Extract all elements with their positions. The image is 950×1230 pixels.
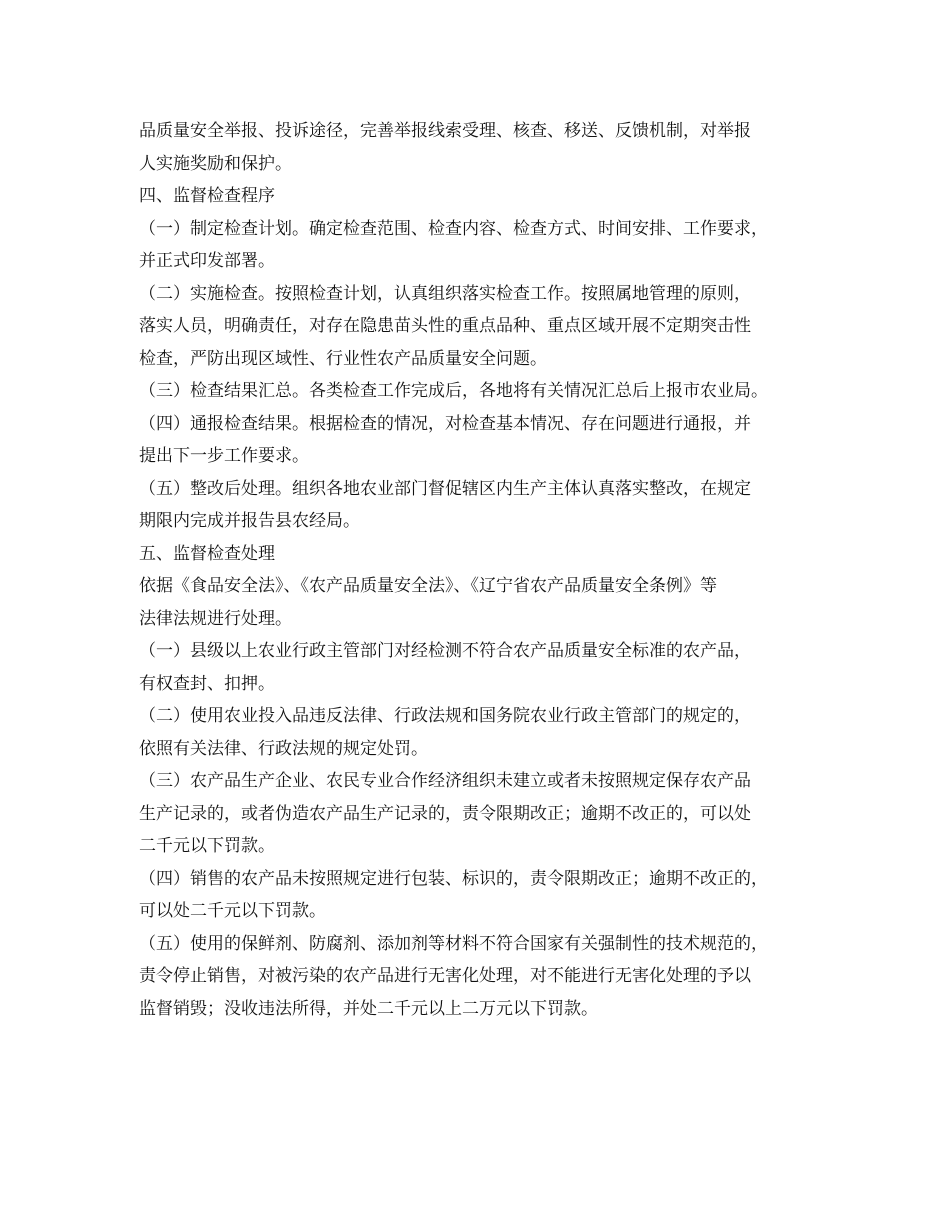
text-line: （三）检查结果汇总。各类检查工作完成后，各地将有关情况汇总后上报市农业局。 (139, 381, 768, 401)
text-line: 责令停止销售，对被污染的农产品进行无害化处理，对不能进行无害化处理的予以 (139, 966, 751, 986)
text-line: （四）销售的农产品未按照规定进行包装、标识的，责令限期改正；逾期不改正的， (139, 868, 768, 889)
document-body (139, 115, 819, 1025)
text-line: 品质量安全举报、投诉途径，完善举报线索受理、核查、移送、反馈机制，对举报 (139, 121, 751, 141)
text-line: 可以处二千元以下罚款。 (139, 901, 326, 921)
text-line: （二）使用农业投入品违反法律、行政法规和国务院农业行政主管部门的规定的， (139, 706, 751, 726)
text-line: （五）整改后处理。组织各地农业部门督促辖区内生产主体认真落实整改，在规定 (139, 478, 751, 499)
text-line: 检查，严防出现区域性、行业性农产品质量安全问题。 (139, 348, 547, 369)
text-line: （四）通报检查结果。根据检查的情况，对检查基本情况、存在问题进行通报，并 (139, 413, 751, 434)
text-line: 监督销毁；没收违法所得，并处二千元以上二万元以下罚款。 (139, 998, 598, 1019)
text-line: 依照有关法律、行政法规的规定处罚。 (139, 738, 428, 759)
text-line: 并正式印发部署。 (139, 251, 275, 271)
section-heading: 五、监督检查处理 (139, 543, 275, 564)
text-line: 期限内完成并报告县农经局。 (139, 511, 360, 531)
text-line: （三）农产品生产企业、农民专业合作经济组织未建立或者未按照规定保存农产品 (139, 771, 751, 791)
text-line: 有权查封、扣押。 (139, 673, 275, 694)
text-line: 提出下一步工作要求。 (139, 446, 309, 466)
text-line: （二）实施检查。按照检查计划，认真组织落实检查工作。按照属地管理的原则， (139, 283, 751, 304)
text-line: 落实人员，明确责任，对存在隐患苗头性的重点品种、重点区域开展不定期突击性 (139, 316, 751, 336)
text-line: 二千元以下罚款。 (139, 836, 275, 856)
text-line: 法律法规进行处理。 (139, 608, 292, 629)
section-heading: 四、监督检查程序 (139, 186, 275, 206)
text-line: （五）使用的保鲜剂、防腐剂、添加剂等材料不符合国家有关强制性的技术规范的， (139, 933, 768, 954)
text-line: （一）制定检查计划。确定检查范围、检查内容、检查方式、时间安排、工作要求， (139, 218, 768, 239)
text-line: 人实施奖励和保护。 (139, 153, 292, 174)
text-line: （一）县级以上农业行政主管部门对经检测不符合农产品质量安全标准的农产品， (139, 641, 751, 661)
text-line: 依据《食品安全法》、《农产品质量安全法》、《辽宁省农产品质量安全条例》等 (139, 576, 717, 596)
text-line: 生产记录的，或者伪造农产品生产记录的，责令限期改正；逾期不改正的，可以处 (139, 803, 751, 824)
